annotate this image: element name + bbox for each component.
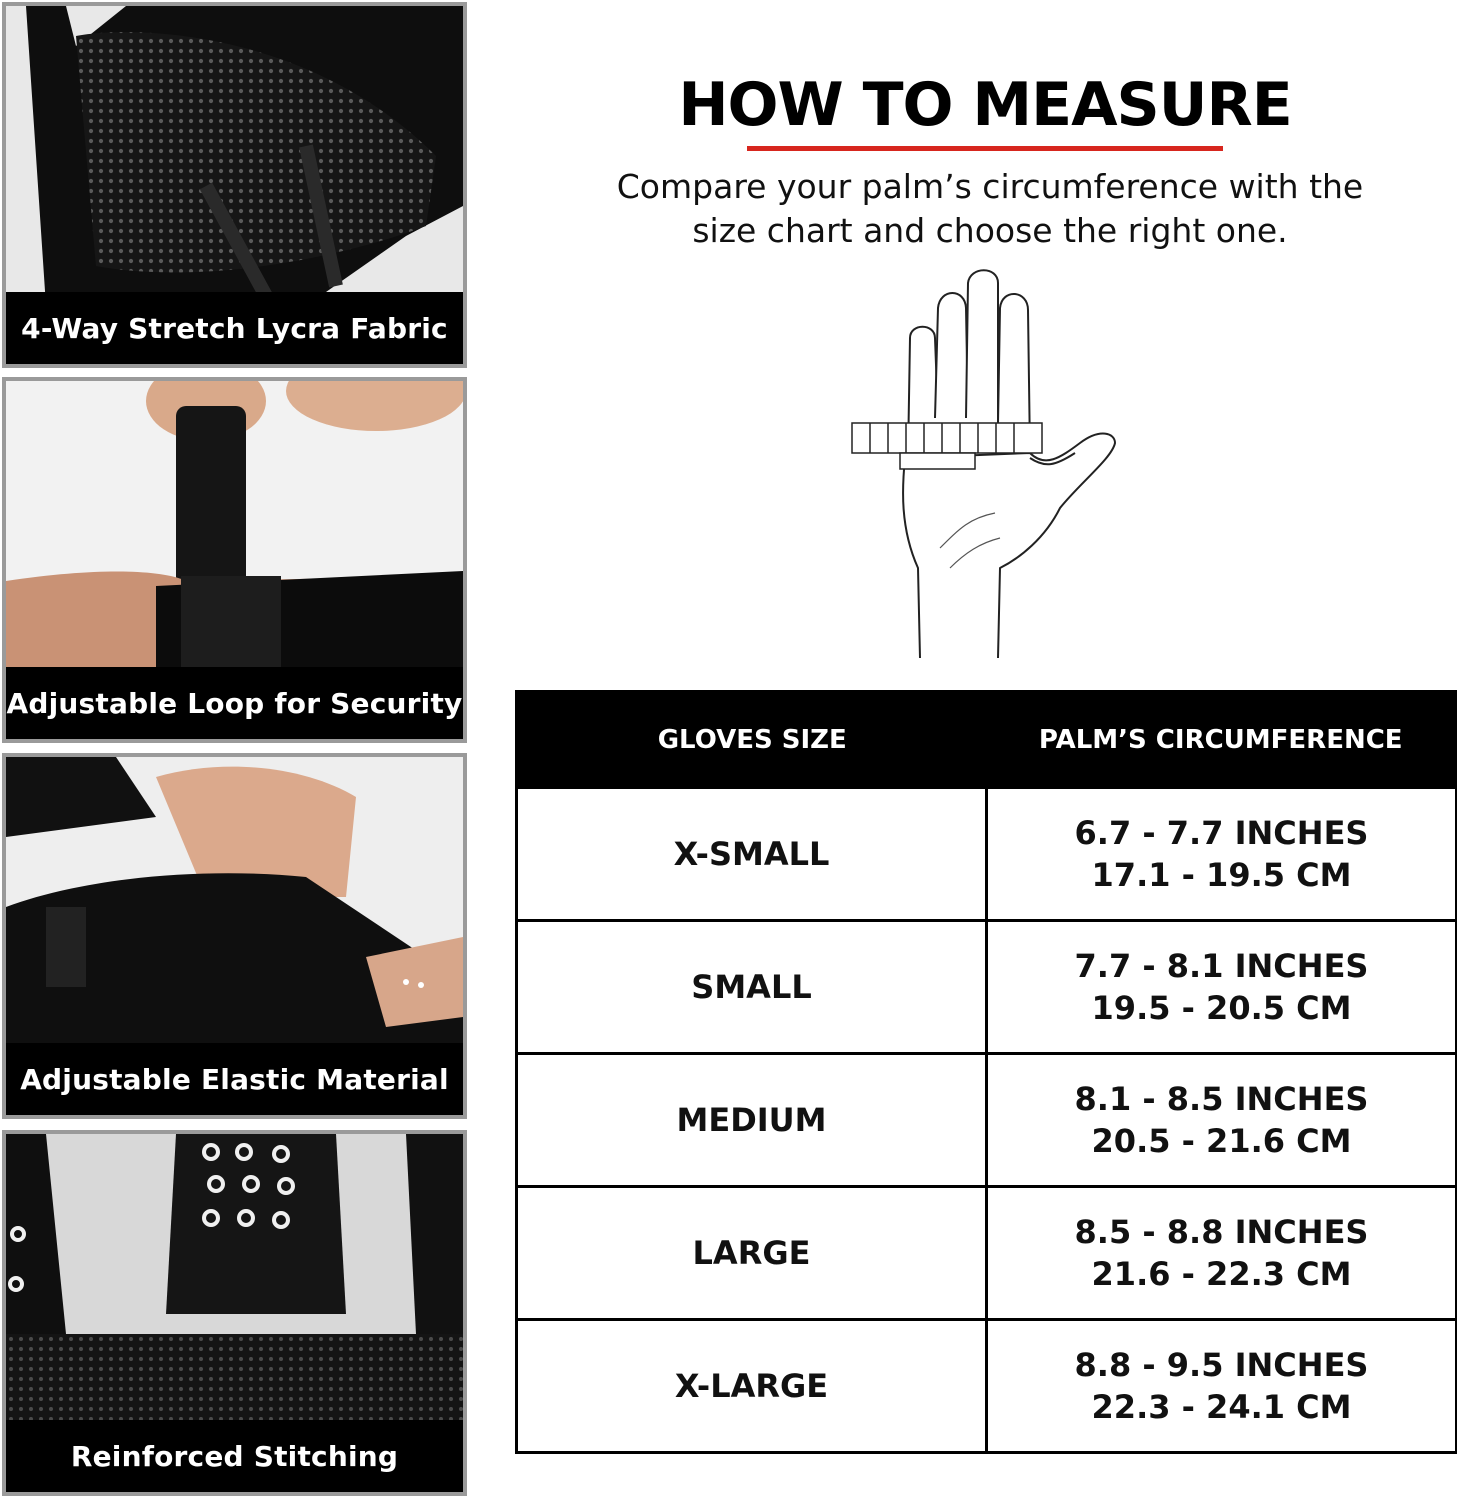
table-row (517, 1187, 1457, 1320)
table-row (517, 1320, 1457, 1453)
range-inches: 8.1 - 8.5 INCHES (1074, 1080, 1369, 1118)
hand-measuring-tape-illustration (830, 268, 1130, 658)
size-cell: LARGE (517, 1187, 987, 1320)
range-cm: 21.6 - 22.3 CM (1091, 1255, 1352, 1293)
column-header-size: GLOVES SIZE (517, 692, 987, 788)
feature-panel-elastic (2, 753, 467, 1119)
size-cell: X-LARGE (517, 1320, 987, 1453)
feature-panel-loop (2, 377, 467, 743)
instruction-text (560, 165, 1420, 253)
range-cell (987, 921, 1457, 1054)
feature-caption: 4-Way Stretch Lycra Fabric (6, 292, 463, 364)
feature-caption: Adjustable Elastic Material (6, 1043, 463, 1115)
range-cm: 19.5 - 20.5 CM (1091, 989, 1352, 1027)
range-cell (987, 1187, 1457, 1320)
page-title: HOW TO MEASURE (678, 70, 1292, 140)
range-cell (987, 788, 1457, 921)
instruction-line: size chart and choose the right one. (692, 211, 1288, 250)
size-cell: X-SMALL (517, 788, 987, 921)
column-header-circumference: PALM’S CIRCUMFERENCE (987, 692, 1457, 788)
feature-panel-stitching (2, 1130, 467, 1496)
title-underline (747, 146, 1223, 151)
range-cell (987, 1320, 1457, 1453)
range-inches: 8.5 - 8.8 INCHES (1074, 1213, 1369, 1251)
size-cell: SMALL (517, 921, 987, 1054)
table-header-row (517, 692, 1457, 788)
range-cm: 22.3 - 24.1 CM (1091, 1388, 1352, 1426)
range-inches: 7.7 - 8.1 INCHES (1074, 947, 1369, 985)
table-row (517, 921, 1457, 1054)
feature-caption: Adjustable Loop for Security (6, 667, 463, 739)
feature-column (0, 0, 470, 1500)
size-cell: MEDIUM (517, 1054, 987, 1187)
table-row (517, 1054, 1457, 1187)
instruction-line: Compare your palm’s circumference with the (616, 167, 1364, 206)
size-chart-table (515, 690, 1457, 1454)
range-cm: 20.5 - 21.6 CM (1091, 1122, 1352, 1160)
feature-caption: Reinforced Stitching (6, 1420, 463, 1492)
range-inches: 6.7 - 7.7 INCHES (1074, 814, 1369, 852)
table-row (517, 788, 1457, 921)
range-cm: 17.1 - 19.5 CM (1091, 856, 1352, 894)
range-inches: 8.8 - 9.5 INCHES (1074, 1346, 1369, 1384)
range-cell (987, 1054, 1457, 1187)
feature-panel-lycra (2, 2, 467, 368)
